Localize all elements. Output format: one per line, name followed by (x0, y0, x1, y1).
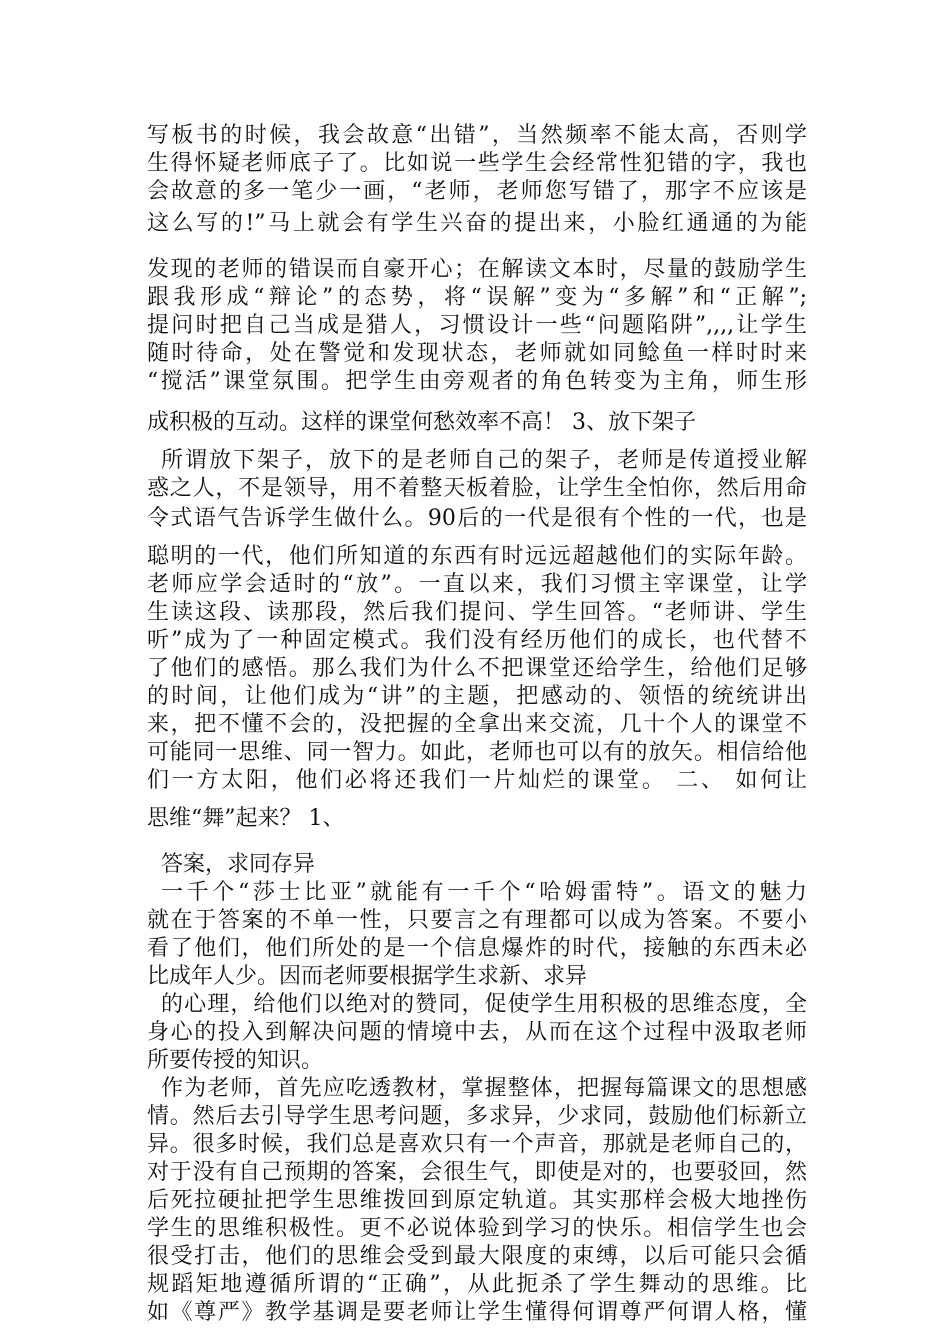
text-line: 作为老师，首先应吃透教材，掌握整体，把握每篇课文的思想感 (161, 1076, 807, 1101)
text-line: 了他们的感悟。那么我们为什么不把课堂还给学生，给他们足够 (147, 656, 807, 681)
text-line: 生得怀疑老师底子了。比如说一些学生会经常性犯错的字，我也 (147, 151, 807, 176)
text-line: 生读这段、读那段，然后我们提问、学生回答。“老师讲、学生 (147, 600, 807, 625)
text-line: 可能同一思维、同一智力。如此，老师也可以有的放矢。相信给他 (147, 740, 807, 765)
text-line: 答案，求同存异 (161, 852, 316, 877)
text-line: 的心理，给他们以绝对的赞同，促使学生用积极的思维态度，全 (161, 992, 807, 1017)
text-line: 所要传授的知识。 (147, 1048, 324, 1073)
text-line: 对于没有自己预期的答案，会很生气，即使是对的，也要驳回，然 (147, 1160, 807, 1185)
text-line: 提问时把自己当成是猎人，习惯设计一些“问题陷阱”,,,,让学生 (147, 313, 807, 338)
text-line: 学生的思维积极性。更不必说体验到学习的快乐。相信学生也会 (147, 1216, 807, 1241)
text-line: 惑之人，不是领导，用不着整天板着脸，让学生全怕你，然后用命 (147, 476, 807, 501)
text-line: 跟我形成“辩论”的态势，将“误解”变为“多解”和“正解”; (147, 285, 807, 310)
text-line: 很受打击，他们的思维会受到最大限度的束缚，以后可能只会循 (147, 1244, 807, 1269)
text-line: 老师应学会适时的“放”。一直以来，我们习惯主宰课堂，让学 (147, 572, 807, 597)
text-line: 来，把不懂不会的，没把握的全拿出来交流，几十个人的课堂不 (147, 712, 807, 737)
text-line: 如《尊严》教学基调是要老师让学生懂得何谓尊严何谓人格，懂 (147, 1300, 807, 1325)
text-line: 身心的投入到解决问题的情境中去，从而在这个过程中汲取老师 (147, 1020, 807, 1045)
text-line: 这么写的!”马上就会有学生兴奋的提出来，小脸红通通的为能 (147, 211, 807, 236)
text-line: 会故意的多一笔少一画，“老师，老师您写错了，那字不应该是 (147, 179, 807, 204)
text-line: 发现的老师的错误而自豪开心；在解读文本时，尽量的鼓励学生 (147, 257, 807, 282)
text-line: 成积极的互动。这样的课堂何愁效率不高！ 3、放下架子 (147, 410, 696, 435)
text-line: 令式语气告诉学生做什么。90后的一代是很有个性的一代，也是 (147, 506, 807, 531)
text-line: 一千个“莎士比亚”就能有一千个“哈姆雷特”。语文的魅力 (161, 880, 807, 905)
text-line: 随时待命，处在警觉和发现状态，老师就如同鲶鱼一样时时来 (147, 341, 807, 366)
text-line: 后死拉硬扯把学生思维拨回到原定轨道。其实那样会极大地挫伤 (147, 1188, 807, 1213)
text-line: 的时间，让他们成为“讲”的主题，把感动的、领悟的统统讲出 (147, 684, 807, 709)
text-line: 所谓放下架子，放下的是老师自己的架子，老师是传道授业解 (161, 448, 807, 473)
text-line: 就在于答案的不单一性，只要言之有理都可以成为答案。不要小 (147, 908, 807, 933)
text-line: 情。然后去引导学生思考问题，多求异，少求同，鼓励他们标新立 (147, 1104, 807, 1129)
text-line: 思维“舞”起来？ 1、 (147, 806, 345, 831)
text-line: “搅活”课堂氛围。把学生由旁观者的角色转变为主角，师生形 (147, 369, 807, 394)
text-line: 看了他们，他们所处的是一个信息爆炸的时代，接触的东西未必 (147, 936, 807, 961)
text-line: 比成年人少。因而老师要根据学生求新、求异 (147, 964, 588, 989)
text-line: 异。很多时候，我们总是喜欢只有一个声音，那就是老师自己的， (147, 1132, 807, 1157)
text-line: 规蹈矩地遵循所谓的“正确”，从此扼杀了学生舞动的思维。比 (147, 1272, 807, 1297)
text-line: 聪明的一代，他们所知道的东西有时远远超越他们的实际年龄。 (147, 544, 807, 569)
text-line: 写板书的时候，我会故意“出错”，当然频率不能太高，否则学 (147, 123, 807, 148)
text-line: 们一方太阳，他们必将还我们一片灿烂的课堂。 二、 如何让 (147, 768, 807, 793)
text-line: 听”成为了一种固定模式。我们没有经历他们的成长，也代替不 (147, 628, 807, 653)
